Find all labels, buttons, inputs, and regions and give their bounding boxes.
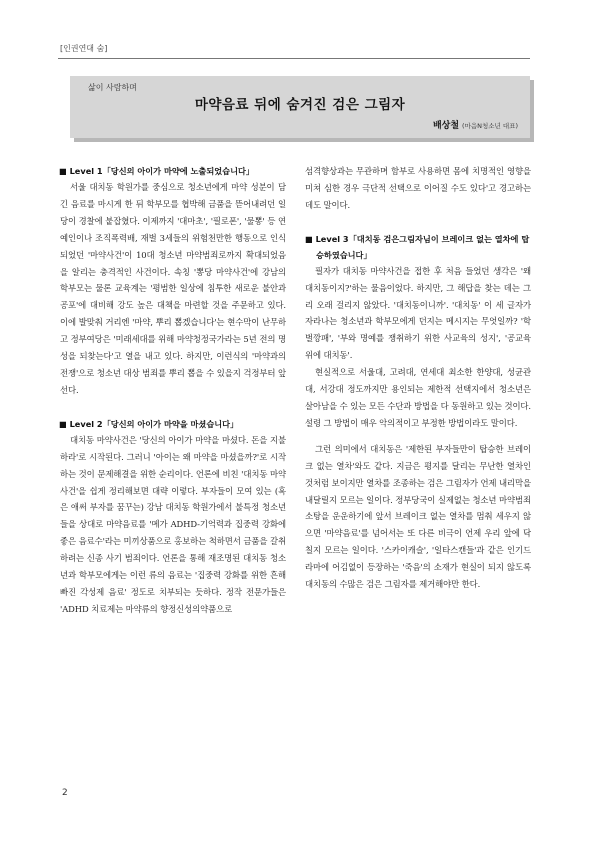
article-title: 마약음료 뒤에 숨겨진 검은 그림자 (194, 97, 406, 113)
title-kicker: 삶이 사람하며 (88, 83, 137, 92)
right-column (305, 163, 531, 593)
author-line (433, 118, 518, 131)
section-2-heading: ■ Level 2「당신의 아이가 마약을 마셨습니다」 (59, 418, 239, 429)
section-3-paragraph-1: 필자가 대치동 마약사건을 접한 후 처음 들었던 생각은 '왜 대치동이지?'하는 물음이었다. 하지만, 그 해답을 찾는 데는 그리 오래 걸리지 않았다. '대치동이니까'. '대치동' 이 세 글자가 자라나는 청소년과 학부모에게 던지는 메시지는 무엇일까? '학벌깡패', '부와 명예를 쟁취하기 위한 사교육의 성지', '공교육 위에 대치동'. (305, 265, 531, 361)
left-column (60, 163, 286, 618)
section-1-paragraph: 서울 대치동 학원가를 중심으로 청소년에게 마약 성분이 담긴 음료를 마시게 한 뒤 학부모를 협박해 금품을 뜯어내려던 일당이 경찰에 붙잡혔다. 이제까지 '대마초', '필로폰', '물뽕' 등 연예인이나 조직폭력배, 재벌 3세들의 위험천만한 행동으로 인식되었던 '마약사건'이 10대 청소년 마약범죄로까지 확대되었음을 알리는 충격적인 사건이다. 속칭 '뽕당 마약사건'에 강남의 학부모는 물론 교육계는 '평범한 일상에 침투한 새로운 불안과 공포'에 대비해 강도 높은 대책을 마련할 것을 주문하고 있다. 이에 발맞춰 거리엔 '마약, 뿌리 뽑겠습니다'는 현수막이 난무하고 정부여당은 '미래세대를 위해 마약청정국가라는 5년 전의 명성을 되찾는다'고 열을 내고 있다. 하지만, 이런식의 '마약과의 전쟁'으로 청소년 대상 범죄를 뿌리 뽑을 수 있을지 걱정부터 앞선다. (60, 182, 286, 395)
section-2-paragraph: 대치동 마약사건은 '당신의 아이가 마약을 마셨다. 돈을 지불하라'로 시작된다. 그러니 '아이는 왜 마약을 마셨을까?'로 시작하는 것이 문제해결을 위한 순리이다. 언론에 비친 '대치동 마약사건'을 쉽게 정리해보면 대략 이렇다. 부자들이 모여 있는 (혹은 애써 부자를 꿈꾸는) 강남 대치동 학원가에서 불특정 청소년들을 상대로 마약음료를 '메가 ADHD-기억력과 집중력 강화에 좋은 음료수'라는 미끼상품으로 홍보하는 척하면서 금품을 갈취하려는 신종 사기 범죄이다. 언론을 통해 재조명된 대치동 청소년과 학부모에게는 이런 류의 음료는 '집중력 강화를 위한 흔해 빠진 각성제 음료' 정도로 치부되는 듯하다. 정작 전문가들은 'ADHD 치료제는 마약류의 향정신성의약품으로 (60, 434, 286, 614)
section-3-paragraph-3: 그런 의미에서 대치동은 '제한된 부자들만이 탑승한 브레이크 없는 열차'와도 같다. 지금은 평지를 달리는 무난한 열차인 것처럼 보이지만 열차를 조종하는 검은 그림자가 언제 내리막을 내달릴지 모르는 일이다. 정부당국이 실제없는 청소년 마약범죄 소탕을 운운하기에 앞서 브레이크 없는 열차를 멈춰 세우지 않으면 '마약음료'를 넘어서는 또 다른 비극이 언제 우리 앞에 닥칠지 모르는 일이다. '스카이캐슬', '일타스캔들'과 같은 인기드라마에 어김없이 등장하는 '죽음'의 소재가 현실이 되지 않도록 대치동의 수많은 검은 그림자를 제거해야만 한다. (305, 443, 531, 590)
title-box (70, 76, 530, 138)
section-1-heading: ■ Level 1「당신의 아이가 마약에 노출되었습니다」 (59, 166, 255, 176)
author-affiliation: (마음N청소년 대표) (462, 122, 518, 130)
header-label: [인권연대 숨] (60, 44, 108, 53)
author-name: 배상철 (432, 121, 460, 131)
header-rule (58, 58, 530, 59)
page-number: 2 (62, 788, 68, 798)
section-3-paragraph-2: 현실적으로 서울대, 고려대, 연세대 최소한 한양대, 성균관대, 서강대 정도까지만 용인되는 제한적 선택지에서 청소년은 살아남을 수 있는 모든 수단과 방법을 다 동원하고 있는 것이다. 설령 그 방법이 매우 악의적이고 부정한 방법이라도 말이다. (305, 367, 531, 428)
section-2-continued-paragraph: 섬격향상과는 무관하며 함부로 사용하면 몸에 치명적인 영향을 미쳐 심한 경우 극단적 선택으로 이어질 수도 있다'고 경고하는데도 말이다. (305, 166, 531, 210)
section-3-heading: ■ Level 3「대치동 검은그림자님이 브레이크 없는 열차에 탑승하였습니다」 (305, 233, 530, 260)
